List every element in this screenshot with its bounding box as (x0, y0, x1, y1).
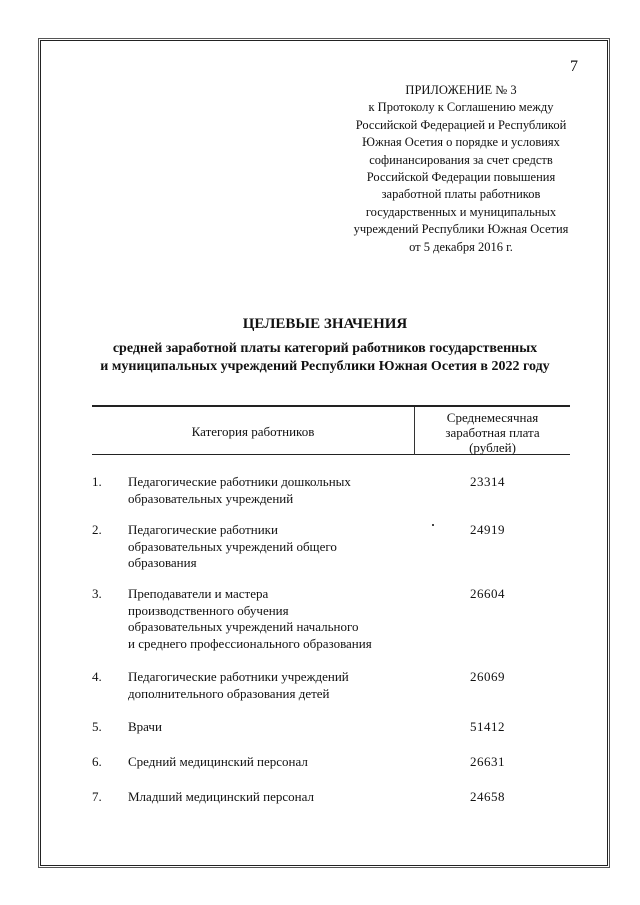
row-category-line: образовательных учреждений (128, 490, 294, 506)
row-category (128, 474, 428, 507)
row-number: 6. (92, 754, 102, 769)
row-category (128, 719, 428, 736)
row-category-line: образовательных учреждений начального (128, 619, 359, 634)
document-subtitle (60, 340, 590, 376)
row-category-line: и среднего профессионального образования (128, 635, 372, 651)
row-number: 1. (92, 474, 102, 489)
header-salary-line: Среднемесячная (446, 410, 539, 425)
scan-speck (432, 524, 434, 526)
appendix-line: заработной платы работников (381, 187, 541, 202)
row-category (128, 586, 428, 652)
page-number: 7 (570, 58, 578, 75)
appendix-line: Южная Осетия о порядке и условиях (362, 135, 560, 150)
row-number: 7. (92, 789, 102, 804)
row-number: 4. (92, 669, 102, 684)
row-number: 2. (92, 522, 102, 537)
subtitle-line: и муниципальных учреждений Республики Южная Осетия в 2022 году (100, 359, 550, 374)
header-salary-line: заработная плата (445, 425, 540, 440)
row-category-line: Преподаватели и мастера (128, 586, 269, 601)
row-salary: 24658 (470, 789, 505, 804)
row-salary: 24919 (470, 522, 505, 537)
row-category-line: дополнительного образования детей (128, 685, 330, 701)
row-category (128, 669, 428, 702)
row-category-line: Педагогические работники (128, 522, 278, 537)
row-category-line: образования (128, 555, 197, 570)
row-category-line: Педагогические работники дошкольных (128, 474, 351, 489)
header-category: Категория работников (191, 424, 315, 439)
table-header (92, 405, 570, 455)
row-category-line: Младший медицинский персонал (128, 789, 314, 804)
row-category (128, 789, 428, 806)
row-salary: 51412 (470, 719, 505, 734)
row-category-line: Педагогические работники учреждений (128, 669, 349, 684)
appendix-line: к Протоколу к Соглашению между (368, 100, 554, 115)
row-category-line: Врачи (128, 719, 162, 734)
appendix-line: учреждений Республики Южная Осетия (353, 222, 569, 237)
row-salary: 26631 (470, 754, 505, 769)
subtitle-line: средней заработной платы категорий работников государственных (112, 341, 538, 356)
row-number: 3. (92, 586, 102, 601)
row-category-line: образовательных учреждений общего (128, 538, 337, 554)
row-salary: 26069 (470, 669, 505, 684)
row-number: 5. (92, 719, 102, 734)
appendix-line: софинансирования за счет средств (369, 152, 553, 167)
document-title: ЦЕЛЕВЫЕ ЗНАЧЕНИЯ (242, 316, 408, 332)
row-salary: 23314 (470, 474, 505, 489)
row-salary: 26604 (470, 586, 505, 601)
row-category (128, 522, 428, 572)
appendix-line: Российской Федерации повышения (366, 170, 556, 185)
row-category-line: производственного обучения (128, 602, 289, 618)
appendix-line: ПРИЛОЖЕНИЕ № 3 (405, 83, 517, 97)
row-category-line: Средний медицинский персонал (128, 754, 308, 769)
appendix-line: Российской Федерацией и Республикой (355, 117, 567, 132)
appendix-line: государственных и муниципальных (365, 204, 557, 219)
row-category (128, 754, 428, 771)
appendix-line: от 5 декабря 2016 г. (409, 239, 513, 254)
header-salary (415, 410, 570, 455)
header-salary-line: (рублей) (469, 440, 516, 455)
appendix-block (330, 82, 592, 256)
